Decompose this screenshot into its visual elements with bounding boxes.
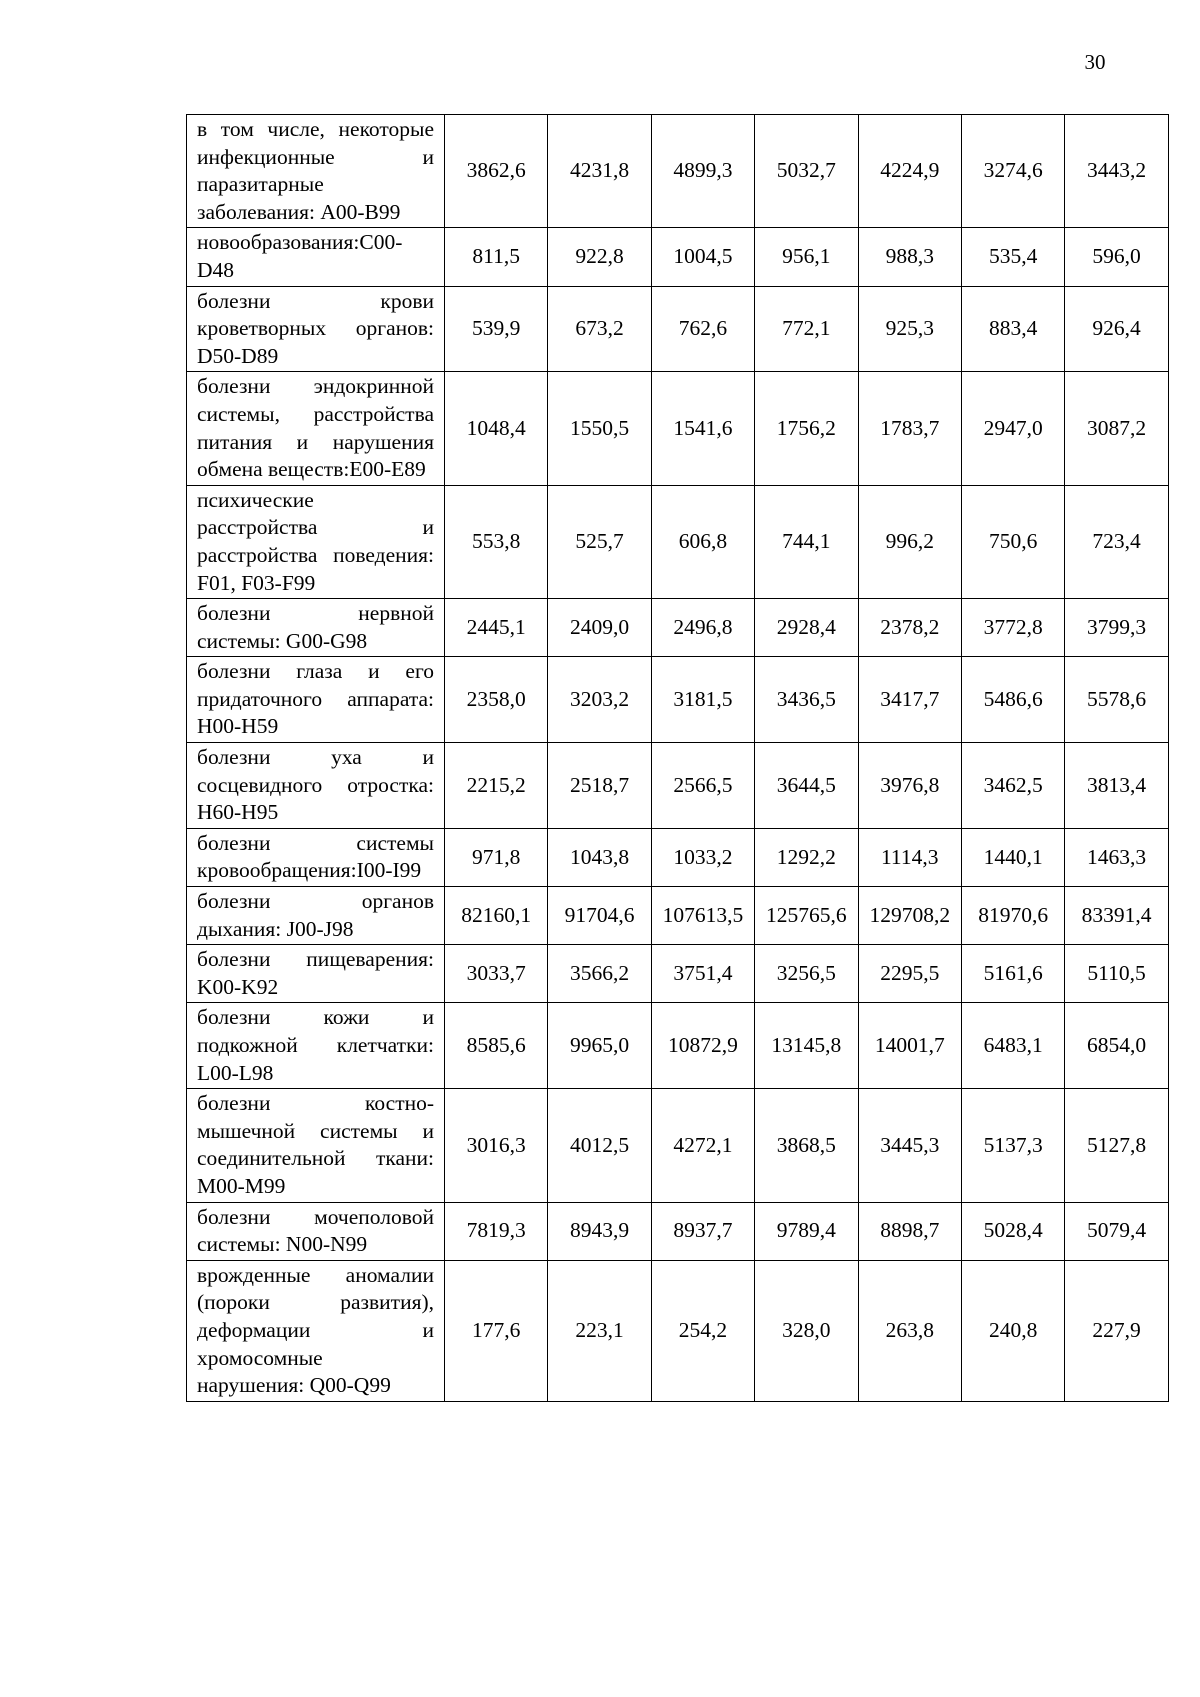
table-cell: 3566,2 [548, 945, 651, 1003]
table-cell: 9965,0 [548, 1003, 651, 1089]
table-cell: 5110,5 [1065, 945, 1168, 1003]
table-cell: 539,9 [445, 286, 548, 372]
table-cell: 2409,0 [548, 599, 651, 657]
table-row [187, 1202, 1169, 1260]
row-label: болезни пищеварения: K00-K92 [187, 945, 445, 1003]
table-cell: 3443,2 [1065, 115, 1168, 228]
table-cell: 91704,6 [548, 887, 651, 945]
row-label: болезни кожи и подкожной клетчатки: L00-L98 [187, 1003, 445, 1089]
table-cell: 811,5 [445, 228, 548, 286]
table-cell: 3445,3 [858, 1089, 961, 1202]
table-cell: 328,0 [755, 1260, 858, 1401]
table-cell: 3976,8 [858, 743, 961, 829]
table-cell: 3016,3 [445, 1089, 548, 1202]
row-label: болезни нервной системы: G00-G98 [187, 599, 445, 657]
table-cell: 3644,5 [755, 743, 858, 829]
table-cell: 772,1 [755, 286, 858, 372]
table-cell: 5079,4 [1065, 1202, 1168, 1260]
row-label: в том числе, некоторые инфекционные и паразитарные заболевания: A00-B99 [187, 115, 445, 228]
table-cell: 10872,9 [651, 1003, 754, 1089]
table-cell: 2928,4 [755, 599, 858, 657]
table-cell: 177,6 [445, 1260, 548, 1401]
table-cell: 553,8 [445, 485, 548, 598]
row-label: болезни глаза и его придаточного аппарата: H00-H59 [187, 657, 445, 743]
table-cell: 240,8 [961, 1260, 1064, 1401]
table-cell: 535,4 [961, 228, 1064, 286]
table-row [187, 657, 1169, 743]
table-cell: 525,7 [548, 485, 651, 598]
table-cell: 2358,0 [445, 657, 548, 743]
row-label: болезни эндокринной системы, расстройства питания и нарушения обмена веществ:E00-E89 [187, 372, 445, 485]
table-cell: 3772,8 [961, 599, 1064, 657]
table-cell: 5161,6 [961, 945, 1064, 1003]
table-cell: 13145,8 [755, 1003, 858, 1089]
table-row [187, 743, 1169, 829]
table-cell: 81970,6 [961, 887, 1064, 945]
table-cell: 1004,5 [651, 228, 754, 286]
table-cell: 925,3 [858, 286, 961, 372]
table-cell: 5486,6 [961, 657, 1064, 743]
table-cell: 8943,9 [548, 1202, 651, 1260]
table-cell: 1048,4 [445, 372, 548, 485]
table-body [187, 115, 1169, 1402]
row-label: болезни костно-мышечной системы и соединительной ткани: M00-M99 [187, 1089, 445, 1202]
page-number: 30 [1084, 50, 1106, 74]
row-label: врожденные аномалии (пороки развития), деформации и хромосомные нарушения: Q00-Q99 [187, 1260, 445, 1401]
table-cell: 4272,1 [651, 1089, 754, 1202]
table-cell: 988,3 [858, 228, 961, 286]
table-row [187, 228, 1169, 286]
table-cell: 82160,1 [445, 887, 548, 945]
table-cell: 1043,8 [548, 828, 651, 886]
table-cell: 5028,4 [961, 1202, 1064, 1260]
table-cell: 5137,3 [961, 1089, 1064, 1202]
table-cell: 1783,7 [858, 372, 961, 485]
table-cell: 8898,7 [858, 1202, 961, 1260]
table-cell: 1292,2 [755, 828, 858, 886]
table-cell: 2566,5 [651, 743, 754, 829]
table-cell: 3274,6 [961, 115, 1064, 228]
table-cell: 107613,5 [651, 887, 754, 945]
row-label: болезни уха и сосцевидного отростка: H60-H95 [187, 743, 445, 829]
table-cell: 7819,3 [445, 1202, 548, 1260]
table-cell: 5032,7 [755, 115, 858, 228]
table-cell: 3436,5 [755, 657, 858, 743]
table-cell: 254,2 [651, 1260, 754, 1401]
table-cell: 606,8 [651, 485, 754, 598]
table-cell: 3813,4 [1065, 743, 1168, 829]
row-label: болезни крови кроветворных органов: D50-D89 [187, 286, 445, 372]
table-cell: 1114,3 [858, 828, 961, 886]
table-row [187, 887, 1169, 945]
table-cell: 1440,1 [961, 828, 1064, 886]
table-cell: 227,9 [1065, 1260, 1168, 1401]
table-cell: 9789,4 [755, 1202, 858, 1260]
table-cell: 2445,1 [445, 599, 548, 657]
table-cell: 996,2 [858, 485, 961, 598]
table-row [187, 599, 1169, 657]
table-cell: 2518,7 [548, 743, 651, 829]
table-cell: 2947,0 [961, 372, 1064, 485]
row-label: болезни системы кровообращения:I00-I99 [187, 828, 445, 886]
table-cell: 2378,2 [858, 599, 961, 657]
table-cell: 223,1 [548, 1260, 651, 1401]
table-cell: 4231,8 [548, 115, 651, 228]
row-label: болезни органов дыхания: J00-J98 [187, 887, 445, 945]
table-cell: 956,1 [755, 228, 858, 286]
table-cell: 263,8 [858, 1260, 961, 1401]
table-cell: 5127,8 [1065, 1089, 1168, 1202]
table-row [187, 286, 1169, 372]
table-cell: 3462,5 [961, 743, 1064, 829]
table-cell: 6483,1 [961, 1003, 1064, 1089]
table-row [187, 372, 1169, 485]
table-cell: 762,6 [651, 286, 754, 372]
table-cell: 744,1 [755, 485, 858, 598]
table-cell: 723,4 [1065, 485, 1168, 598]
table-cell: 3256,5 [755, 945, 858, 1003]
row-label: новообразования:C00-D48 [187, 228, 445, 286]
table-cell: 4224,9 [858, 115, 961, 228]
table-cell: 4899,3 [651, 115, 754, 228]
table-cell: 3087,2 [1065, 372, 1168, 485]
table-row [187, 485, 1169, 598]
table-cell: 14001,7 [858, 1003, 961, 1089]
table-cell: 1463,3 [1065, 828, 1168, 886]
table-cell: 883,4 [961, 286, 1064, 372]
table-cell: 8937,7 [651, 1202, 754, 1260]
table-cell: 750,6 [961, 485, 1064, 598]
morbidity-table [186, 114, 1169, 1402]
table-cell: 5578,6 [1065, 657, 1168, 743]
table-cell: 3751,4 [651, 945, 754, 1003]
table-cell: 2295,5 [858, 945, 961, 1003]
table-cell: 4012,5 [548, 1089, 651, 1202]
table-cell: 6854,0 [1065, 1003, 1168, 1089]
table-row [187, 828, 1169, 886]
row-label: болезни мочеполовой системы: N00-N99 [187, 1202, 445, 1260]
table-cell: 971,8 [445, 828, 548, 886]
table-cell: 922,8 [548, 228, 651, 286]
table-cell: 3417,7 [858, 657, 961, 743]
table-cell: 125765,6 [755, 887, 858, 945]
table-cell: 1550,5 [548, 372, 651, 485]
table-cell: 1541,6 [651, 372, 754, 485]
table-cell: 3868,5 [755, 1089, 858, 1202]
table-cell: 3181,5 [651, 657, 754, 743]
table-row [187, 1003, 1169, 1089]
table-row [187, 115, 1169, 228]
table-cell: 3203,2 [548, 657, 651, 743]
table-cell: 596,0 [1065, 228, 1168, 286]
table-row [187, 945, 1169, 1003]
table-cell: 926,4 [1065, 286, 1168, 372]
row-label: психические расстройства и расстройства поведения: F01, F03-F99 [187, 485, 445, 598]
table-cell: 673,2 [548, 286, 651, 372]
table-cell: 129708,2 [858, 887, 961, 945]
table-row [187, 1260, 1169, 1401]
table-row [187, 1089, 1169, 1202]
table-cell: 1033,2 [651, 828, 754, 886]
table-cell: 3862,6 [445, 115, 548, 228]
table-cell: 2215,2 [445, 743, 548, 829]
table-cell: 3033,7 [445, 945, 548, 1003]
table-cell: 83391,4 [1065, 887, 1168, 945]
table-cell: 8585,6 [445, 1003, 548, 1089]
table-cell: 2496,8 [651, 599, 754, 657]
table-cell: 1756,2 [755, 372, 858, 485]
table-cell: 3799,3 [1065, 599, 1168, 657]
